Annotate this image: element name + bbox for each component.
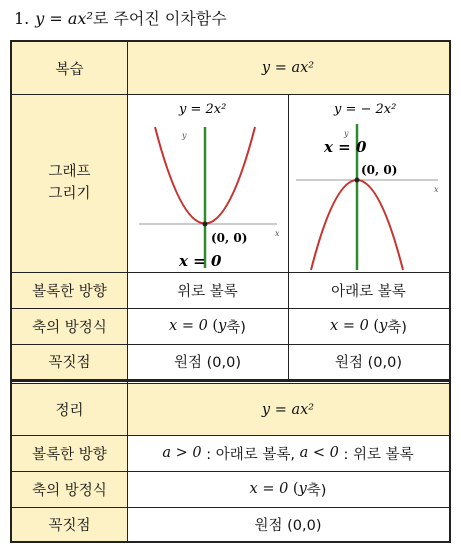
- grid-line: [12, 471, 449, 472]
- graph-right-vertex: [355, 178, 360, 183]
- quadratic-table: [10, 40, 451, 543]
- graph-right-x-label: x: [434, 185, 439, 194]
- graph-right-svg: [288, 94, 449, 272]
- title-text: 로 주어진 이차함수: [92, 9, 227, 28]
- review-convexity-right: 아래로 볼록: [331, 283, 406, 300]
- review-header-formula: y = ax²: [127, 42, 449, 94]
- grid-line: [12, 94, 449, 95]
- grid-line-label-divider: [127, 42, 128, 541]
- graph-left-x-label: x: [275, 229, 280, 238]
- graph-left-axis-line-label: x = 0: [179, 252, 222, 270]
- summary-axis-value: x = 0 ( y 축): [249, 481, 327, 499]
- grid-line: [12, 507, 449, 508]
- graph-right-axis-line-label: x = 0: [324, 138, 367, 156]
- review-header-label: 복습: [12, 42, 127, 94]
- grid-line-column-divider: [288, 94, 289, 379]
- review-axis-left: x = 0 ( y 축): [169, 318, 246, 336]
- title-formula: y = ax²: [35, 9, 93, 28]
- review-axis-left-math: x = 0: [169, 318, 208, 334]
- graph-left-y-label: y: [182, 131, 187, 140]
- graph-left-equation: y = 2x²: [179, 102, 227, 117]
- summary-header-formula: y = ax²: [127, 384, 449, 435]
- review-vertex-label: 꼭짓점: [12, 344, 127, 379]
- graph-right-cell: [288, 94, 449, 272]
- grid-line: [12, 344, 449, 345]
- summary-convexity-value: a > 0 : 아래로 볼록, a < 0 : 위로 볼록: [162, 445, 414, 463]
- grid-line: [12, 435, 449, 436]
- graph-row-label-line1: 그래프: [48, 164, 91, 180]
- graph-left-cell: [127, 94, 288, 272]
- graph-right-vertex-label: (0, 0): [361, 163, 398, 177]
- summary-convexity-label: 볼록한 방향: [12, 435, 127, 471]
- summary-vertex-label: 꼭짓점: [12, 507, 127, 541]
- grid-line: [12, 272, 449, 273]
- graph-row-label-line2: 그리기: [48, 186, 91, 202]
- review-vertex-left: 원점 (0,0): [174, 355, 241, 371]
- section-divider: [12, 379, 449, 382]
- section-divider-inner: [12, 383, 449, 384]
- graph-right-y-label: y: [344, 129, 349, 138]
- graph-left-vertex: [203, 222, 208, 227]
- graph-left-svg: [127, 94, 288, 272]
- summary-vertex-value: 원점 (0,0): [254, 517, 322, 534]
- graph-right-equation: y = − 2x²: [334, 102, 397, 117]
- graph-left-vertex-label: (0, 0): [211, 231, 248, 245]
- review-axis-right-math: x = 0: [330, 318, 369, 334]
- review-convexity-left: 위로 볼록: [177, 283, 238, 300]
- review-vertex-right: 원점 (0,0): [335, 355, 402, 371]
- review-axis-right: x = 0 ( y 축): [330, 318, 407, 336]
- title-number: 1.: [14, 9, 30, 28]
- review-convexity-label: 볼록한 방향: [12, 272, 127, 308]
- graph-row-label: [12, 94, 127, 272]
- review-axis-label: 축의 방정식: [12, 308, 127, 344]
- grid-line: [12, 308, 449, 309]
- summary-axis-label: 축의 방정식: [12, 471, 127, 507]
- page-title: [14, 6, 227, 29]
- summary-header-label: 정리: [12, 384, 127, 435]
